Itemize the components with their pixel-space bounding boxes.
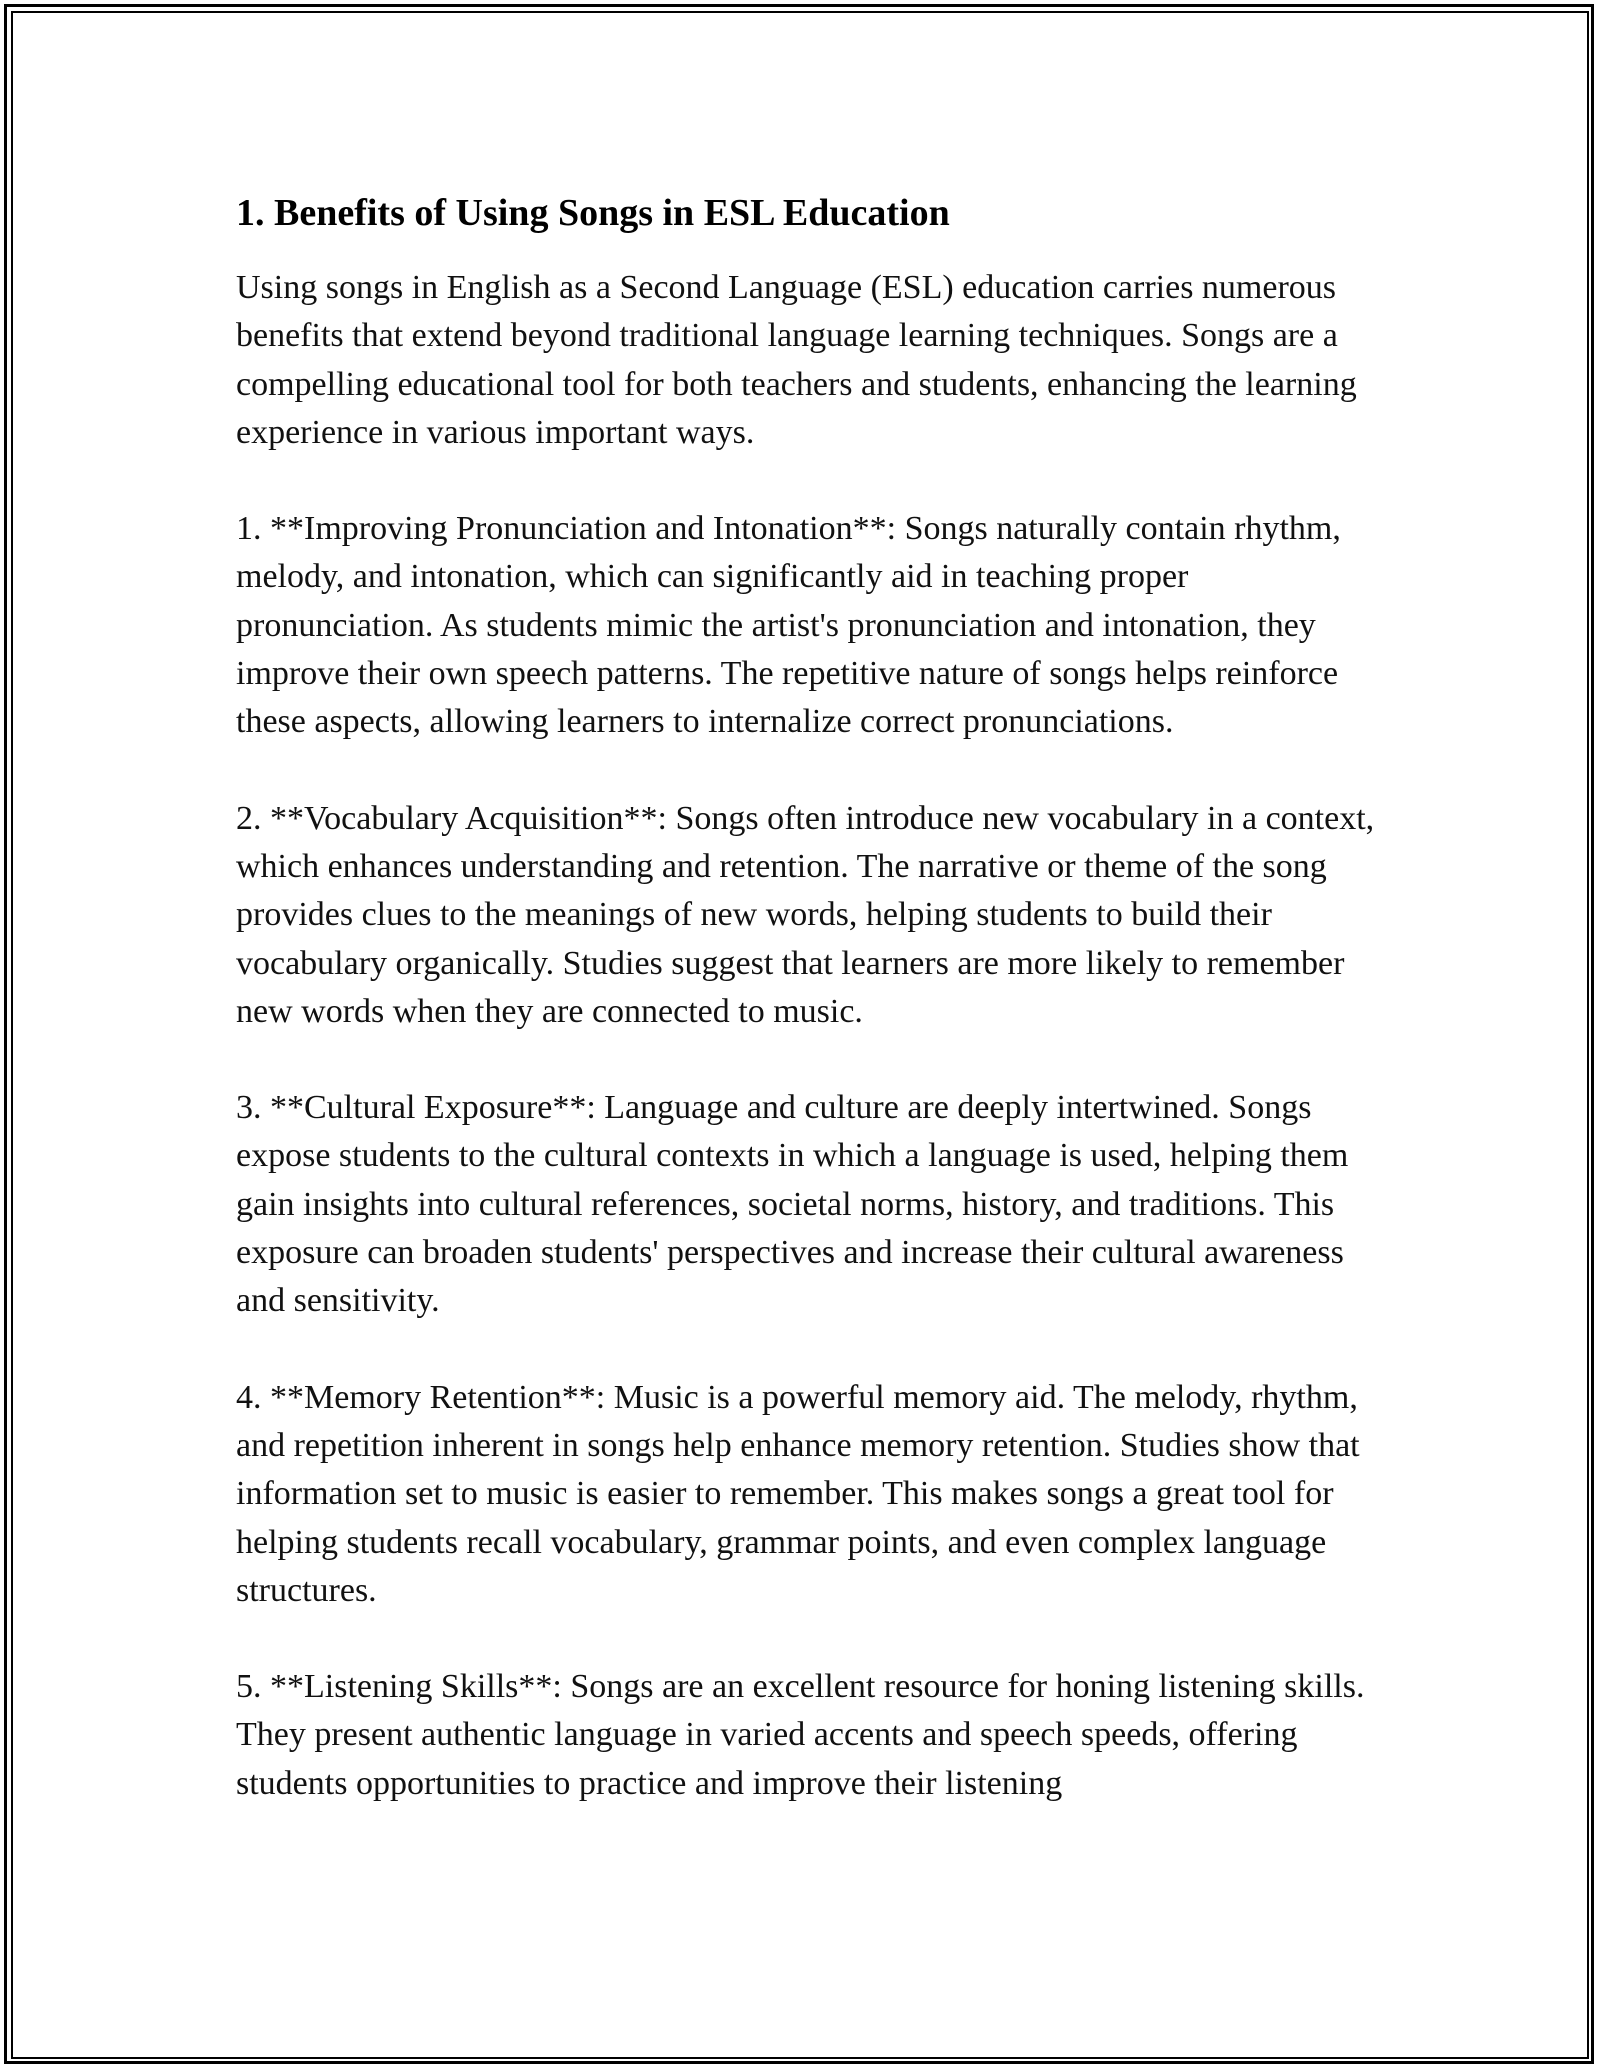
- paragraph-vocabulary: 2. **Vocabulary Acquisition**: Songs often introduce new vocabulary in a context, which enhances understanding and retention. The narrative or theme of the song provides clues to the meanings of new words, helping students to build their vocabulary organically. Studies suggest that learners are more likely to remember new words when they are connected to music.: [236, 799, 1375, 1030]
- paragraph-cultural-exposure: 3. **Cultural Exposure**: Language and culture are deeply intertwined. Songs expose students to the cultural contexts in which a language is used, helping them gain insights into cultural references, societal norms, history, and traditions. This exposure can broaden students' perspectives and increase their cultural awareness and sensitivity.: [236, 1089, 1349, 1320]
- paragraph-listening-skills: 5. **Listening Skills**: Songs are an excellent resource for honing listening skills. They present authentic language in varied accents and speech speeds, offering students opportunities to practice and improve their listening: [236, 1668, 1365, 1802]
- paragraph-pronunciation: 1. **Improving Pronunciation and Intonation**: Songs naturally contain rhythm, melody, and intonation, which can significantly aid in teaching proper pronunciation. As students mimic the artist's pronunciation and intonation, they improve their own speech patterns. The repetitive nature of songs helps reinforce these aspects, allowing learners to internalize correct pronunciations.: [236, 510, 1341, 741]
- paragraph-memory-retention: 4. **Memory Retention**: Music is a powerful memory aid. The melody, rhythm, and repetition inherent in songs help enhance memory retention. Studies show that information set to music is easier to remember. This makes songs a great tool for helping students recall vocabulary, grammar points, and even complex language structures.: [236, 1378, 1360, 1609]
- document-body: [236, 186, 1376, 1856]
- section-heading: 1. Benefits of Using Songs in ESL Education: [236, 192, 950, 234]
- intro-paragraph: Using songs in English as a Second Language (ESL) education carries numerous benefits that extend beyond traditional language learning techniques. Songs are a compelling educational tool for both teachers and students, enhancing the learning experience in various important ways.: [236, 269, 1357, 451]
